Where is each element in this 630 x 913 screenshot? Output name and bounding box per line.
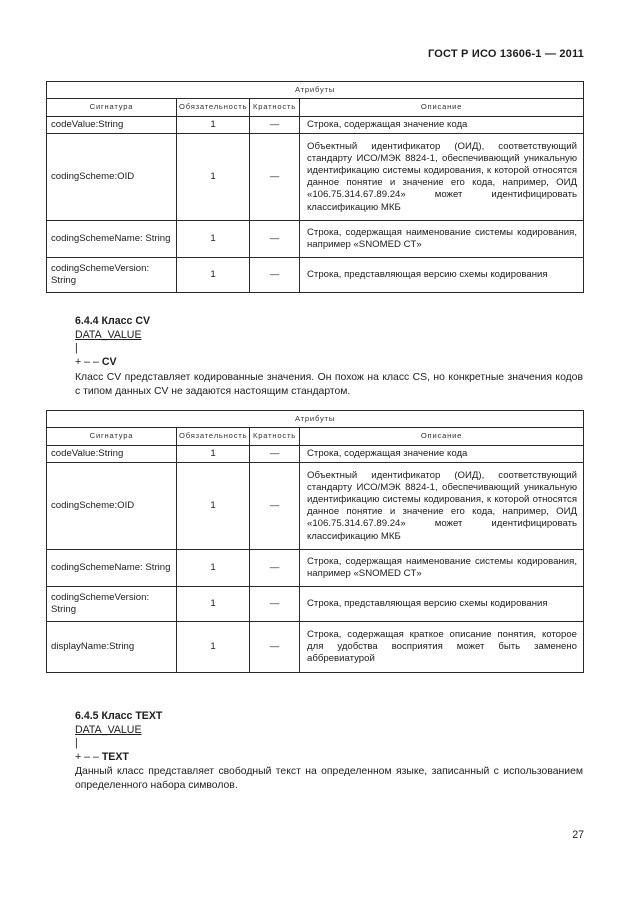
description-cell: Строка, содержащая значение кода — [300, 117, 584, 134]
table-row — [47, 550, 584, 587]
column-header-signature: Сигнатура — [47, 99, 177, 117]
signature-cell: codeValue:String — [47, 117, 177, 134]
parent-class: DATA_VALUE — [75, 328, 142, 341]
description-cell: Объектный идентификатор (ОИД), соответствующий стандарту ИСО/МЭК 8824-1, обеспечивающий уникальную идентификацию системы кодирования, к которой относятся данное понятие и значение его кода, например, ОИД «106.75.314.67.89.24» может идентифицировать классификацию МКБ — [300, 134, 584, 221]
section-heading: 6.4.5 Класс TEXT — [75, 710, 163, 722]
section-text-paragraph — [46, 765, 583, 793]
mandatory-cell: 1 — [177, 622, 250, 673]
page-number: 27 — [572, 829, 584, 841]
multiplicity-cell: — — [250, 258, 300, 293]
signature-cell: codingScheme:OID — [47, 463, 177, 550]
table-row — [47, 221, 584, 258]
column-header-signature: Сигнатура — [47, 428, 177, 446]
tree-connector: | — [75, 737, 78, 750]
mandatory-cell: 1 — [177, 446, 250, 463]
signature-cell: codeValue:String — [47, 446, 177, 463]
multiplicity-cell: — — [250, 587, 300, 622]
multiplicity-cell: — — [250, 221, 300, 258]
tree-branch — [75, 751, 162, 765]
signature-cell: codingSchemeVersion: String — [47, 587, 177, 622]
multiplicity-cell: — — [250, 446, 300, 463]
class-name: TEXT — [101, 750, 129, 763]
signature-cell: codingSchemeName: String — [47, 550, 177, 587]
section-text — [75, 710, 162, 764]
mandatory-cell: 1 — [177, 117, 250, 134]
section-cv — [75, 315, 150, 369]
table-title: Атрибуты — [47, 82, 584, 99]
multiplicity-cell: — — [250, 550, 300, 587]
table-row — [47, 117, 584, 134]
tree-connector: | — [75, 342, 78, 355]
mandatory-cell: 1 — [177, 134, 250, 221]
table-row — [47, 134, 584, 221]
multiplicity-cell: — — [250, 134, 300, 221]
description-cell: Объектный идентификатор (ОИД), соответствующий стандарту ИСО/МЭК 8824-1, обеспечивающий уникальную идентификацию системы кодирования, к которой относятся данное понятие и значение его кода, например, ОИД «106.75.314.67.89.24» может идентифицировать классификацию МКБ — [300, 463, 584, 550]
description-cell: Строка, представляющая версию схемы кодирования — [300, 258, 584, 293]
table-row — [47, 446, 584, 463]
mandatory-cell: 1 — [177, 221, 250, 258]
document-header: ГОСТ Р ИСО 13606-1 — 2011 — [427, 48, 584, 60]
signature-cell: codingSchemeVersion: String — [47, 258, 177, 293]
paragraph-text: Данный класс представляет свободный текст на определенном языке, записанный с использованием определенного набора символов. — [75, 766, 583, 792]
signature-cell: codingScheme:OID — [47, 134, 177, 221]
class-name: CV — [101, 355, 117, 368]
multiplicity-cell: — — [250, 463, 300, 550]
multiplicity-cell: — — [250, 117, 300, 134]
table-row — [47, 463, 584, 550]
description-cell: Строка, содержащая наименование системы кодирования, например «SNOMED CT» — [300, 221, 584, 258]
mandatory-cell: 1 — [177, 463, 250, 550]
description-cell: Строка, содержащая краткое описание понятия, которое для удобства восприятия может быть заменено аббревиатурой — [300, 622, 584, 673]
paragraph-text: Класс CV представляет кодированные значения. Он похож на класс CS, но конкретные значения кодов с типом данных CV не задаются настоящим стандартом. — [75, 372, 583, 398]
table-row — [47, 622, 584, 673]
description-cell: Строка, представляющая версию схемы кодирования — [300, 587, 584, 622]
section-cv-paragraph — [46, 371, 583, 399]
parent-class: DATA_VALUE — [75, 723, 142, 736]
tree-branch-glyph: + – – — [75, 355, 99, 368]
column-header-description: Описание — [300, 99, 584, 117]
signature-cell: displayName:String — [47, 622, 177, 673]
tree-branch-glyph: + – – — [75, 750, 99, 763]
attributes-table-cs — [46, 81, 584, 293]
column-header-multiplicity: Кратность — [250, 428, 300, 446]
signature-cell: codingSchemeName: String — [47, 221, 177, 258]
table-row — [47, 258, 584, 293]
description-cell: Строка, содержащая наименование системы кодирования, например «SNOMED CT» — [300, 550, 584, 587]
column-header-description: Описание — [300, 428, 584, 446]
mandatory-cell: 1 — [177, 587, 250, 622]
attributes-table-cv — [46, 410, 584, 673]
section-heading: 6.4.4 Класс CV — [75, 315, 151, 327]
multiplicity-cell: — — [250, 622, 300, 673]
table-title: Атрибуты — [47, 411, 584, 428]
tree-branch — [75, 356, 150, 370]
description-cell: Строка, содержащая значение кода — [300, 446, 584, 463]
column-header-mandatory: Обязательность — [177, 99, 250, 117]
column-header-mandatory: Обязательность — [177, 428, 250, 446]
column-header-multiplicity: Кратность — [250, 99, 300, 117]
table-row — [47, 587, 584, 622]
mandatory-cell: 1 — [177, 258, 250, 293]
mandatory-cell: 1 — [177, 550, 250, 587]
